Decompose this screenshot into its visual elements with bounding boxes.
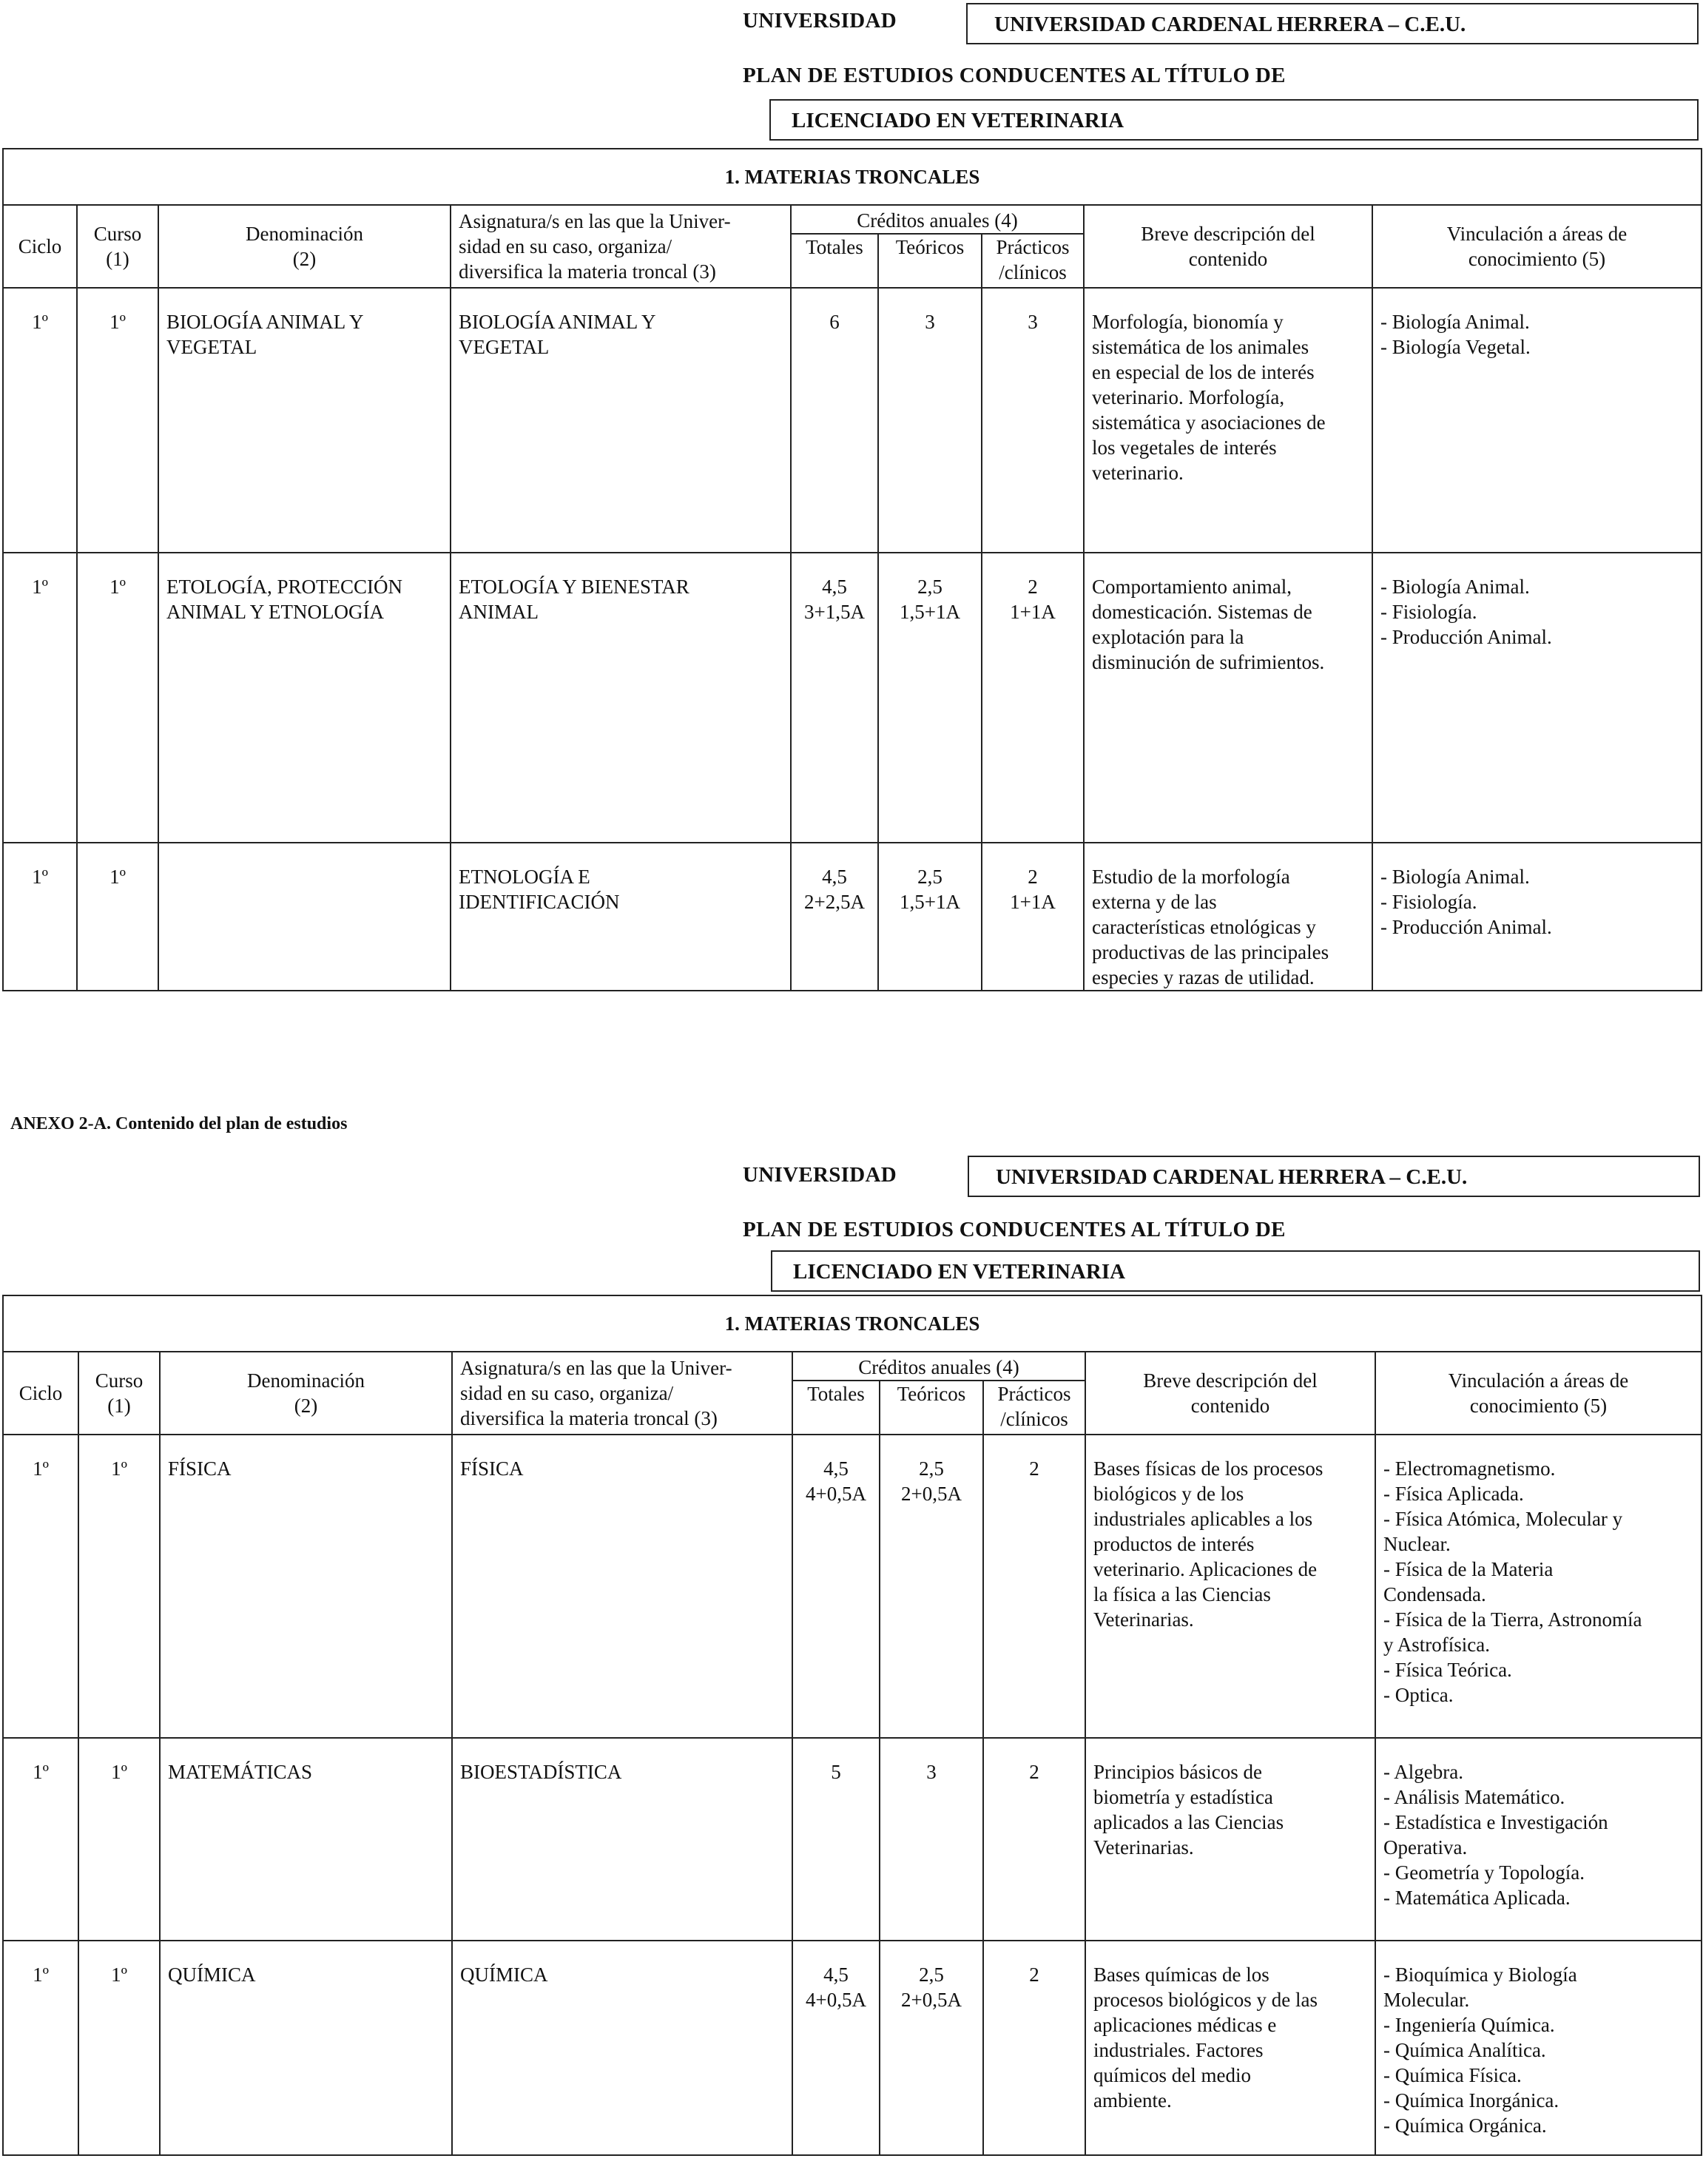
descripcion-line: biológicos y de los [1093, 1483, 1244, 1505]
col-teoricos-2: Teóricos [880, 1381, 983, 1435]
col-vinculacion-2 [1375, 1352, 1702, 1435]
asignatura-line: QUÍMICA [460, 1964, 548, 1986]
universidad-value-box: UNIVERSIDAD CARDENAL HERRERA – C.E.U. [966, 3, 1699, 44]
denominacion-line: ETOLOGÍA, PROTECCIÓN [166, 576, 402, 598]
annex-title: ANEXO 2-A. Contenido del plan de estudios [10, 1114, 348, 1133]
header-line: sidad en su caso, organiza/ [459, 235, 672, 257]
descripcion-cell [1085, 1738, 1375, 1941]
col-curso-2 [78, 1352, 160, 1435]
descripcion-cell [1085, 1435, 1375, 1738]
header-line: contenido [1190, 1395, 1270, 1417]
asignatura-cell [452, 1435, 792, 1738]
teoricos-cell [878, 553, 982, 843]
areas-line: - Química Orgánica. [1383, 2114, 1547, 2137]
header-line: Curso [93, 223, 142, 245]
asignatura-line: ETNOLOGÍA E [459, 866, 590, 888]
practicos-cell [983, 1941, 1085, 2155]
col-curso [77, 205, 158, 288]
areas-line: - Biología Animal. [1380, 311, 1530, 333]
descripcion-line: en especial de los de interés [1092, 361, 1315, 383]
totales-line: 4+0,5A [806, 1483, 866, 1505]
header-line: Denominación [246, 223, 363, 245]
areas-line: y Astrofísica. [1383, 1634, 1490, 1656]
totales-line: 4,5 [822, 866, 847, 888]
col-ciclo-2: Ciclo [3, 1352, 78, 1435]
header-line: Breve descripción del [1141, 223, 1315, 245]
areas-line: - Producción Animal. [1380, 916, 1552, 938]
header-line: Vinculación a áreas de [1448, 1369, 1629, 1392]
header-line: (2) [292, 248, 317, 270]
totales-cell [791, 553, 878, 843]
descripcion-line: veterinario. [1092, 462, 1184, 484]
areas-line: - Fisiología. [1380, 891, 1477, 913]
practicos-line: 2 [1029, 1761, 1039, 1783]
asignatura-line: VEGETAL [459, 336, 550, 358]
teoricos-line: 2+0,5A [901, 1989, 962, 2011]
ciclo-cell: 1º [3, 1435, 78, 1738]
header-line: /clínicos [999, 260, 1067, 283]
descripcion-cell [1084, 553, 1372, 843]
materias-troncales-table-2 [2, 1295, 1702, 2156]
header-line: contenido [1188, 248, 1268, 270]
col-descripcion-2 [1085, 1352, 1375, 1435]
totales-line: 4,5 [822, 576, 847, 598]
curso-cell: 1º [77, 288, 158, 553]
denominacion-line: FÍSICA [168, 1457, 232, 1480]
header-line: conocimiento (5) [1468, 248, 1606, 270]
descripcion-line: veterinario. Morfología, [1092, 386, 1285, 408]
totales-line: 4+0,5A [806, 1989, 866, 2011]
descripcion-cell [1085, 1941, 1375, 2155]
descripcion-cell [1084, 288, 1372, 553]
col-totales: Totales [791, 234, 878, 288]
curso-cell: 1º [77, 553, 158, 843]
practicos-line: 2 [1028, 576, 1038, 598]
descripcion-line: especies y razas de utilidad. [1092, 966, 1315, 988]
totales-cell [792, 1738, 880, 1941]
col-descripcion [1084, 205, 1372, 288]
header-line: (1) [107, 1395, 131, 1417]
teoricos-line: 1,5+1A [900, 601, 960, 623]
descripcion-line: Bases físicas de los procesos [1093, 1457, 1323, 1480]
ciclo-cell: 1º [3, 1738, 78, 1941]
descripcion-line: la física a las Ciencias [1093, 1583, 1271, 1605]
teoricos-line: 3 [926, 1761, 937, 1783]
asignatura-cell [451, 288, 791, 553]
denominacion-cell [160, 1435, 452, 1738]
descripcion-line: productivas de las principales [1092, 941, 1329, 963]
areas-line: - Bioquímica y Biología [1383, 1964, 1577, 1986]
col-denominacion-2 [160, 1352, 452, 1435]
practicos-cell [982, 553, 1084, 843]
teoricos-line: 2,5 [919, 1457, 944, 1480]
descripcion-line: sistemática de los animales [1092, 336, 1309, 358]
descripcion-line: sistemática y asociaciones de [1092, 411, 1326, 434]
descripcion-line: Veterinarias. [1093, 1836, 1194, 1858]
descripcion-line: biometría y estadística [1093, 1786, 1273, 1808]
descripcion-line: Veterinarias. [1093, 1608, 1194, 1631]
practicos-cell [982, 288, 1084, 553]
descripcion-line: domesticación. Sistemas de [1092, 601, 1312, 623]
asignatura-line: BIOLOGÍA ANIMAL Y [459, 311, 656, 333]
denominacion-cell [158, 553, 451, 843]
denominacion-line: VEGETAL [166, 336, 257, 358]
curso-cell: 1º [78, 1435, 160, 1738]
denominacion-cell [158, 843, 451, 991]
practicos-line: 2 [1029, 1964, 1039, 1986]
areas-line: - Biología Animal. [1380, 576, 1530, 598]
header-line: (2) [294, 1395, 318, 1417]
areas-line: - Fisiología. [1380, 601, 1477, 623]
header-line: Breve descripción del [1143, 1369, 1318, 1392]
header-line: Vinculación a áreas de [1446, 223, 1628, 245]
asignatura-cell [452, 1738, 792, 1941]
descripcion-line: químicos del medio [1093, 2064, 1251, 2086]
ciclo-cell: 1º [3, 553, 77, 843]
totales-line: 2+2,5A [804, 891, 865, 913]
table-row [3, 553, 1702, 843]
areas-line: - Química Inorgánica. [1383, 2089, 1559, 2111]
practicos-line: 1+1A [1010, 891, 1056, 913]
areas-line: - Geometría y Topología. [1383, 1861, 1585, 1884]
practicos-cell [983, 1435, 1085, 1738]
totales-line: 4,5 [823, 1964, 849, 1986]
areas-line: Molecular. [1383, 1989, 1470, 2011]
areas-line: - Química Analítica. [1383, 2039, 1546, 2061]
header-line: Asignatura/s en las que la Univer- [460, 1357, 732, 1379]
areas-line: - Producción Animal. [1380, 626, 1552, 648]
header-line: (1) [106, 248, 129, 270]
col-practicos [982, 234, 1084, 288]
asignatura-line: ETOLOGÍA Y BIENESTAR [459, 576, 689, 598]
asignatura-cell [451, 553, 791, 843]
denominacion-line: QUÍMICA [168, 1964, 256, 1986]
practicos-line: 1+1A [1010, 601, 1056, 623]
denominacion-line: ANIMAL Y ETNOLOGÍA [166, 601, 384, 623]
col-asignatura-2 [452, 1352, 792, 1435]
teoricos-line: 2+0,5A [901, 1483, 962, 1505]
areas-line: - Ingeniería Química. [1383, 2014, 1555, 2036]
areas-line: Nuclear. [1383, 1533, 1451, 1555]
teoricos-line: 1,5+1A [900, 891, 960, 913]
practicos-line: 2 [1029, 1457, 1039, 1480]
teoricos-cell [880, 1941, 983, 2155]
areas-line: - Biología Animal. [1380, 866, 1530, 888]
areas-line: - Estadística e Investigación [1383, 1811, 1608, 1833]
col-denominacion [158, 205, 451, 288]
teoricos-cell [878, 288, 982, 553]
curso-cell: 1º [78, 1738, 160, 1941]
descripcion-line: Morfología, bionomía y [1092, 311, 1284, 333]
ciclo-cell: 1º [3, 843, 77, 991]
descripcion-line: veterinario. Aplicaciones de [1093, 1558, 1318, 1580]
descripcion-line: Bases químicas de los [1093, 1964, 1269, 1986]
table-row [3, 843, 1702, 991]
header-line: Asignatura/s en las que la Univer- [459, 210, 731, 232]
totales-line: 5 [831, 1761, 841, 1783]
descripcion-line: Comportamiento animal, [1092, 576, 1292, 598]
col-creditos: Créditos anuales (4) [791, 205, 1084, 234]
teoricos-line: 3 [925, 311, 935, 333]
descripcion-line: Estudio de la morfología [1092, 866, 1290, 888]
totales-cell [792, 1435, 880, 1738]
universidad-label-2: UNIVERSIDAD [743, 1163, 897, 1187]
descripcion-line: explotación para la [1092, 626, 1244, 648]
header-line: Prácticos [996, 235, 1070, 258]
totales-cell [792, 1941, 880, 2155]
col-totales-2: Totales [792, 1381, 880, 1435]
descripcion-line: disminución de sufrimientos. [1092, 651, 1325, 673]
areas-line: - Análisis Matemático. [1383, 1786, 1565, 1808]
totales-line: 6 [829, 311, 840, 333]
teoricos-line: 2,5 [917, 866, 942, 888]
asignatura-line: FÍSICA [460, 1457, 524, 1480]
areas-line: - Física de la Tierra, Astronomía [1383, 1608, 1642, 1631]
header-line: sidad en su caso, organiza/ [460, 1382, 674, 1404]
asignatura-cell [451, 843, 791, 991]
plan-title: PLAN DE ESTUDIOS CONDUCENTES AL TÍTULO DE [743, 64, 1286, 87]
totales-cell [791, 288, 878, 553]
descripcion-line: productos de interés [1093, 1533, 1255, 1555]
areas-line: - Física de la Materia [1383, 1558, 1554, 1580]
asignatura-line: BIOESTADÍSTICA [460, 1761, 622, 1783]
universidad-label: UNIVERSIDAD [743, 9, 897, 33]
table-row [3, 1435, 1702, 1738]
descripcion-line: aplicados a las Ciencias [1093, 1811, 1284, 1833]
col-ciclo: Ciclo [3, 205, 77, 288]
descripcion-line: industriales. Factores [1093, 2039, 1264, 2061]
plan-title-2: PLAN DE ESTUDIOS CONDUCENTES AL TÍTULO DE [743, 1218, 1286, 1241]
col-vinculacion [1372, 205, 1702, 288]
section-title-2: 1. MATERIAS TRONCALES [3, 1295, 1702, 1352]
descripcion-line: ambiente. [1093, 2089, 1172, 2111]
areas-line: - Optica. [1383, 1684, 1454, 1706]
areas-line: - Física Atómica, Molecular y [1383, 1508, 1623, 1530]
areas-cell [1372, 288, 1702, 553]
header-line: Prácticos [997, 1383, 1071, 1406]
ciclo-cell: 1º [3, 288, 77, 553]
asignatura-line: IDENTIFICACIÓN [459, 891, 620, 913]
areas-line: - Química Física. [1383, 2064, 1522, 2086]
areas-cell [1375, 1435, 1702, 1738]
teoricos-cell [878, 843, 982, 991]
areas-line: - Matemática Aplicada. [1383, 1887, 1571, 1909]
descripcion-line: aplicaciones médicas e [1093, 2014, 1277, 2036]
teoricos-line: 2,5 [919, 1964, 944, 1986]
areas-line: - Electromagnetismo. [1383, 1457, 1556, 1480]
areas-cell [1375, 1738, 1702, 1941]
areas-line: - Física Teórica. [1383, 1659, 1512, 1681]
table-row [3, 1941, 1702, 2155]
areas-line: - Algebra. [1383, 1761, 1463, 1783]
practicos-line: 3 [1028, 311, 1038, 333]
curso-cell: 1º [78, 1941, 160, 2155]
descripcion-line: industriales aplicables a los [1093, 1508, 1313, 1530]
areas-cell [1375, 1941, 1702, 2155]
col-creditos-2: Créditos anuales (4) [792, 1352, 1085, 1381]
teoricos-line: 2,5 [917, 576, 942, 598]
materias-troncales-table-1 [2, 148, 1702, 991]
universidad-value-box-2: UNIVERSIDAD CARDENAL HERRERA – C.E.U. [968, 1156, 1700, 1197]
totales-line: 3+1,5A [804, 601, 865, 623]
areas-line: Operativa. [1383, 1836, 1468, 1858]
asignatura-line: ANIMAL [459, 601, 539, 623]
areas-line: Condensada. [1383, 1583, 1486, 1605]
teoricos-cell [880, 1435, 983, 1738]
col-practicos-2 [983, 1381, 1085, 1435]
descripcion-line: procesos biológicos y de las [1093, 1989, 1318, 2011]
descripcion-line: externa y de las [1092, 891, 1217, 913]
totales-line: 4,5 [823, 1457, 849, 1480]
descripcion-line: los vegetales de interés [1092, 437, 1277, 459]
descripcion-cell [1084, 843, 1372, 991]
denominacion-cell [160, 1738, 452, 1941]
denominacion-line: BIOLOGÍA ANIMAL Y [166, 311, 364, 333]
header-line: /clínicos [1000, 1408, 1068, 1431]
areas-line: - Biología Vegetal. [1380, 336, 1531, 358]
titulo-value-box: LICENCIADO EN VETERINARIA [769, 99, 1699, 141]
practicos-line: 2 [1028, 866, 1038, 888]
col-asignatura [451, 205, 791, 288]
header-line: Denominación [247, 1369, 365, 1392]
denominacion-cell [158, 288, 451, 553]
col-teoricos: Teóricos [878, 234, 982, 288]
totales-cell [791, 843, 878, 991]
titulo-value-box-2: LICENCIADO EN VETERINARIA [771, 1250, 1700, 1292]
header-line: diversifica la materia troncal (3) [460, 1407, 718, 1429]
table-row [3, 1738, 1702, 1941]
teoricos-cell [880, 1738, 983, 1941]
practicos-cell [982, 843, 1084, 991]
table-row [3, 288, 1702, 553]
asignatura-cell [452, 1941, 792, 2155]
areas-cell [1372, 843, 1702, 991]
areas-cell [1372, 553, 1702, 843]
curso-cell: 1º [77, 843, 158, 991]
denominacion-line: MATEMÁTICAS [168, 1761, 313, 1783]
areas-line: - Física Aplicada. [1383, 1483, 1524, 1505]
descripcion-line: características etnológicas y [1092, 916, 1316, 938]
practicos-cell [983, 1738, 1085, 1941]
header-line: diversifica la materia troncal (3) [459, 260, 716, 283]
denominacion-cell [160, 1941, 452, 2155]
section-title: 1. MATERIAS TRONCALES [3, 149, 1702, 205]
header-line: conocimiento (5) [1469, 1395, 1608, 1417]
header-line: Curso [95, 1369, 144, 1392]
descripcion-line: Principios básicos de [1093, 1761, 1262, 1783]
ciclo-cell: 1º [3, 1941, 78, 2155]
